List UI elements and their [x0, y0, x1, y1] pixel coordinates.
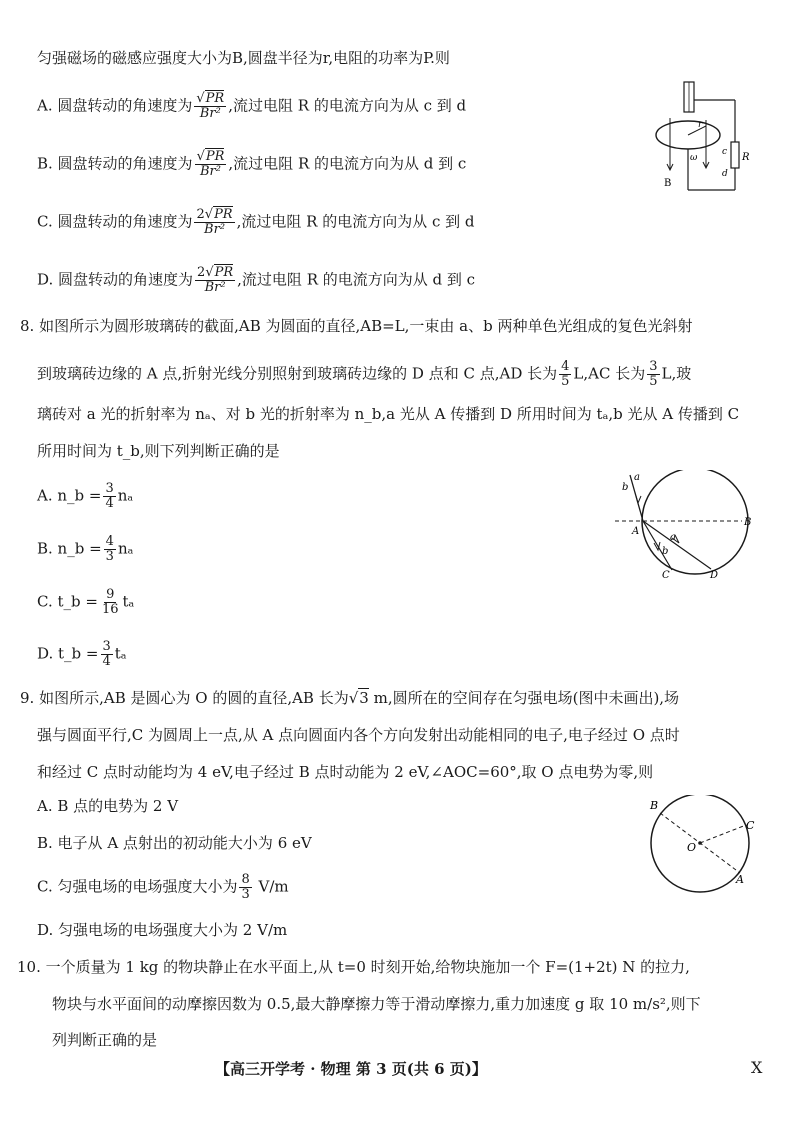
q8-option-a-numerator: 3	[105, 481, 114, 496]
q8-glass-figure	[610, 470, 770, 580]
q7-option-a-fraction: $\frac{√PR}{\text{Br²}}$	[196, 91, 225, 121]
q8-line-3: 璃砖对 a 光的折射率为 nₐ、对 b 光的折射率为 n_b,a 光从 A 传播到 D 所用时间为 tₐ,b 光从 A 传播到 C	[37, 405, 740, 423]
q8-ad-fraction	[559, 360, 571, 389]
q7-option-c-prefix: C. 圆盘转动的角速度为	[37, 212, 193, 231]
page-corner-mark: X	[751, 1058, 763, 1077]
q7-option-d	[37, 266, 475, 295]
q8-option-c-numerator: 9	[106, 587, 115, 602]
q8-option-d-numerator: 3	[102, 639, 111, 654]
q8-option-b-lhs: B. n_b =	[37, 539, 102, 558]
q8-option-d-fraction	[101, 640, 113, 669]
q10-number: 10.	[17, 958, 41, 976]
q9-circle-figure	[640, 795, 760, 895]
q8-option-a	[37, 482, 133, 511]
q7-option-c	[37, 208, 475, 237]
q8-line-4: 所用时间为 t_b,则下列判断正确的是	[37, 442, 280, 460]
q8-option-b-fraction	[104, 535, 116, 564]
q10-line-1	[17, 957, 690, 977]
q7-option-a-prefix: A. 圆盘转动的角速度为	[37, 96, 193, 115]
q8-figure-label-point-a: A	[632, 526, 640, 537]
q9-line-1: 9. 如图所示,AB 是圆心为 O 的圆的直径,AB 长为√3 m,圆所在的空间存在匀强电场(图中未画出),场	[20, 689, 680, 707]
q7-option-c-denominator: Br²	[204, 222, 226, 237]
q7-disk-figure	[640, 80, 750, 200]
q7-option-c-suffix: ,流过电阻 R 的电流方向为从 c 到 d	[236, 212, 475, 231]
q8-line-1	[20, 316, 693, 336]
q10-text-1: 一个质量为 1 kg 的物块静止在水平面上,从 t=0 时刻开始,给物块施加一个 F=(1+2t) N 的拉力,	[45, 958, 690, 976]
q7-option-b-prefix: B. 圆盘转动的角速度为	[37, 154, 193, 173]
q8-text-1: 如图所示为圆形玻璃砖的截面,AB 为圆面的直径,AB=L,一束由 a、b 两种单色光组成的复色光斜射	[39, 317, 693, 335]
q8-line-2	[37, 360, 691, 389]
q8-option-c	[37, 588, 134, 617]
q8-option-a-rhs: nₐ	[117, 486, 134, 505]
q7-option-d-numerator: PR	[214, 265, 234, 280]
q7-stem: 匀强磁场的磁感应强度大小为B,圆盘半径为r,电阻的功率为P.则	[37, 49, 450, 67]
q7-option-c-fraction: $\frac{2√PR}{\text{Br²}}$	[196, 207, 233, 237]
q8-option-a-fraction	[103, 482, 115, 511]
q7-option-a-numerator: PR	[205, 91, 225, 106]
q8-option-a-denominator: 4	[105, 496, 114, 511]
q9-text-1b: m,圆所在的空间存在匀强电场(图中未画出),场	[368, 689, 680, 707]
q7-option-d-suffix: ,流过电阻 R 的电流方向为从 d 到 c	[237, 270, 476, 289]
q7-figure-label-r: r	[698, 120, 703, 130]
q9-root-value: 3	[359, 689, 369, 707]
q8-figure-label-point-d: D	[710, 570, 719, 580]
q8-ac-denominator: 5	[649, 374, 658, 389]
q7-option-a-suffix: ,流过电阻 R 的电流方向为从 c 到 d	[228, 96, 467, 115]
q8-option-b-rhs: nₐ	[117, 539, 134, 558]
q7-option-b-fraction: $\frac{√PR}{\text{Br²}}$	[196, 149, 225, 179]
q7-option-d-coef: 2	[197, 265, 206, 280]
q7-option-a	[37, 92, 466, 121]
q8-option-b	[37, 535, 133, 564]
q7-option-b-numerator: PR	[205, 149, 225, 164]
q9-figure-label-b: B	[650, 799, 659, 812]
q8-figure-label-b-ray: b	[622, 482, 629, 493]
q9-option-c-denominator: 3	[241, 887, 250, 902]
q9-option-c-numerator: 8	[241, 872, 250, 887]
q9-line-2: 强与圆面平行,C 为圆周上一点,从 A 点向圆面内各个方向发射出动能相同的电子,电子经过 O 点时	[37, 726, 680, 744]
q9-text-1a: 如图所示,AB 是圆心为 O 的圆的直径,AB 长为	[39, 689, 349, 707]
q8-option-d-denominator: 4	[102, 654, 111, 669]
q7-option-c-coef: 2	[196, 207, 205, 222]
q7-figure-label-c: c	[722, 147, 728, 157]
q8-option-c-denominator: 16	[101, 602, 119, 617]
q8-option-a-lhs: A. n_b =	[37, 486, 102, 505]
q7-option-d-fraction: $\frac{2√PR}{\text{Br²}}$	[197, 265, 234, 295]
q9-option-c-fraction	[239, 873, 251, 902]
q8-option-d-lhs: D. t_b =	[37, 644, 99, 663]
q9-option-c-unit: V/m	[253, 877, 289, 896]
q8-option-b-numerator: 4	[105, 534, 114, 549]
q8-ad-denominator: 5	[561, 374, 570, 389]
q8-text-2b: L,AC 长为	[573, 364, 646, 383]
q7-option-d-prefix: D. 圆盘转动的角速度为	[37, 270, 194, 289]
q8-text-2a: 到玻璃砖边缘的 A 点,折射光线分别照射到玻璃砖边缘的 D 点和 C 点,AD 长为	[37, 364, 558, 383]
q7-option-c-numerator: PR	[214, 207, 233, 222]
q8-option-c-lhs: C. t_b =	[37, 592, 98, 611]
q7-figure-label-r-resistor: R	[742, 152, 750, 163]
q7-option-b-denominator: Br²	[199, 164, 221, 179]
q8-figure-label-a-ray: a	[634, 472, 640, 483]
q8-figure-label-a-inside: a	[670, 532, 676, 543]
q8-option-d-rhs: tₐ	[114, 644, 127, 663]
q8-option-d	[37, 640, 127, 669]
q9-figure-label-o: O	[687, 841, 697, 854]
q7-option-b-suffix: ,流过电阻 R 的电流方向为从 d 到 c	[228, 154, 467, 173]
q9-option-b: B. 电子从 A 点射出的初动能大小为 6 eV	[37, 834, 312, 852]
q8-ac-fraction	[647, 360, 659, 389]
page-footer: 【高三开学考 · 物理 第 3 页(共 6 页)】	[215, 1060, 487, 1078]
q8-ad-numerator: 4	[561, 359, 570, 374]
q7-figure-label-b: B	[664, 178, 672, 189]
q8-figure-label-b-inside: b	[662, 546, 669, 557]
q10-line-2: 物块与水平面间的动摩擦因数为 0.5,最大静摩擦力等于滑动摩擦力,重力加速度 g 取 10 m/s²,则下	[52, 995, 701, 1013]
q9-line-3: 和经过 C 点时动能均为 4 eV,电子经过 B 点时动能为 2 eV,∠AOC=60°,取 O 点电势为零,则	[37, 763, 654, 781]
q8-ac-numerator: 3	[649, 359, 658, 374]
q8-option-b-denominator: 3	[105, 549, 114, 564]
q7-option-d-denominator: Br²	[204, 280, 226, 295]
q9-option-a: A. B 点的电势为 2 V	[37, 797, 179, 815]
q9-option-c-text: C. 匀强电场的电场强度大小为	[37, 877, 238, 896]
q9-option-d: D. 匀强电场的电场强度大小为 2 V/m	[37, 921, 288, 939]
q7-figure-label-omega: ω	[690, 153, 698, 163]
q8-option-c-rhs: tₐ	[122, 592, 135, 611]
q9-figure-label-a: A	[736, 873, 744, 886]
q9-figure-label-c: C	[746, 819, 755, 832]
q8-number: 8.	[20, 317, 35, 335]
q8-figure-label-point-b: B	[744, 517, 752, 528]
q8-option-c-fraction	[100, 588, 121, 617]
q7-option-b	[37, 150, 466, 179]
q10-line-3: 列判断正确的是	[52, 1031, 158, 1049]
q9-option-c	[37, 873, 289, 902]
q8-figure-label-point-c: C	[662, 570, 670, 580]
q8-text-2c: L,玻	[661, 364, 692, 383]
q9-number: 9.	[20, 689, 35, 707]
q7-figure-label-d: d	[722, 169, 728, 179]
q7-option-a-denominator: Br²	[199, 106, 221, 121]
